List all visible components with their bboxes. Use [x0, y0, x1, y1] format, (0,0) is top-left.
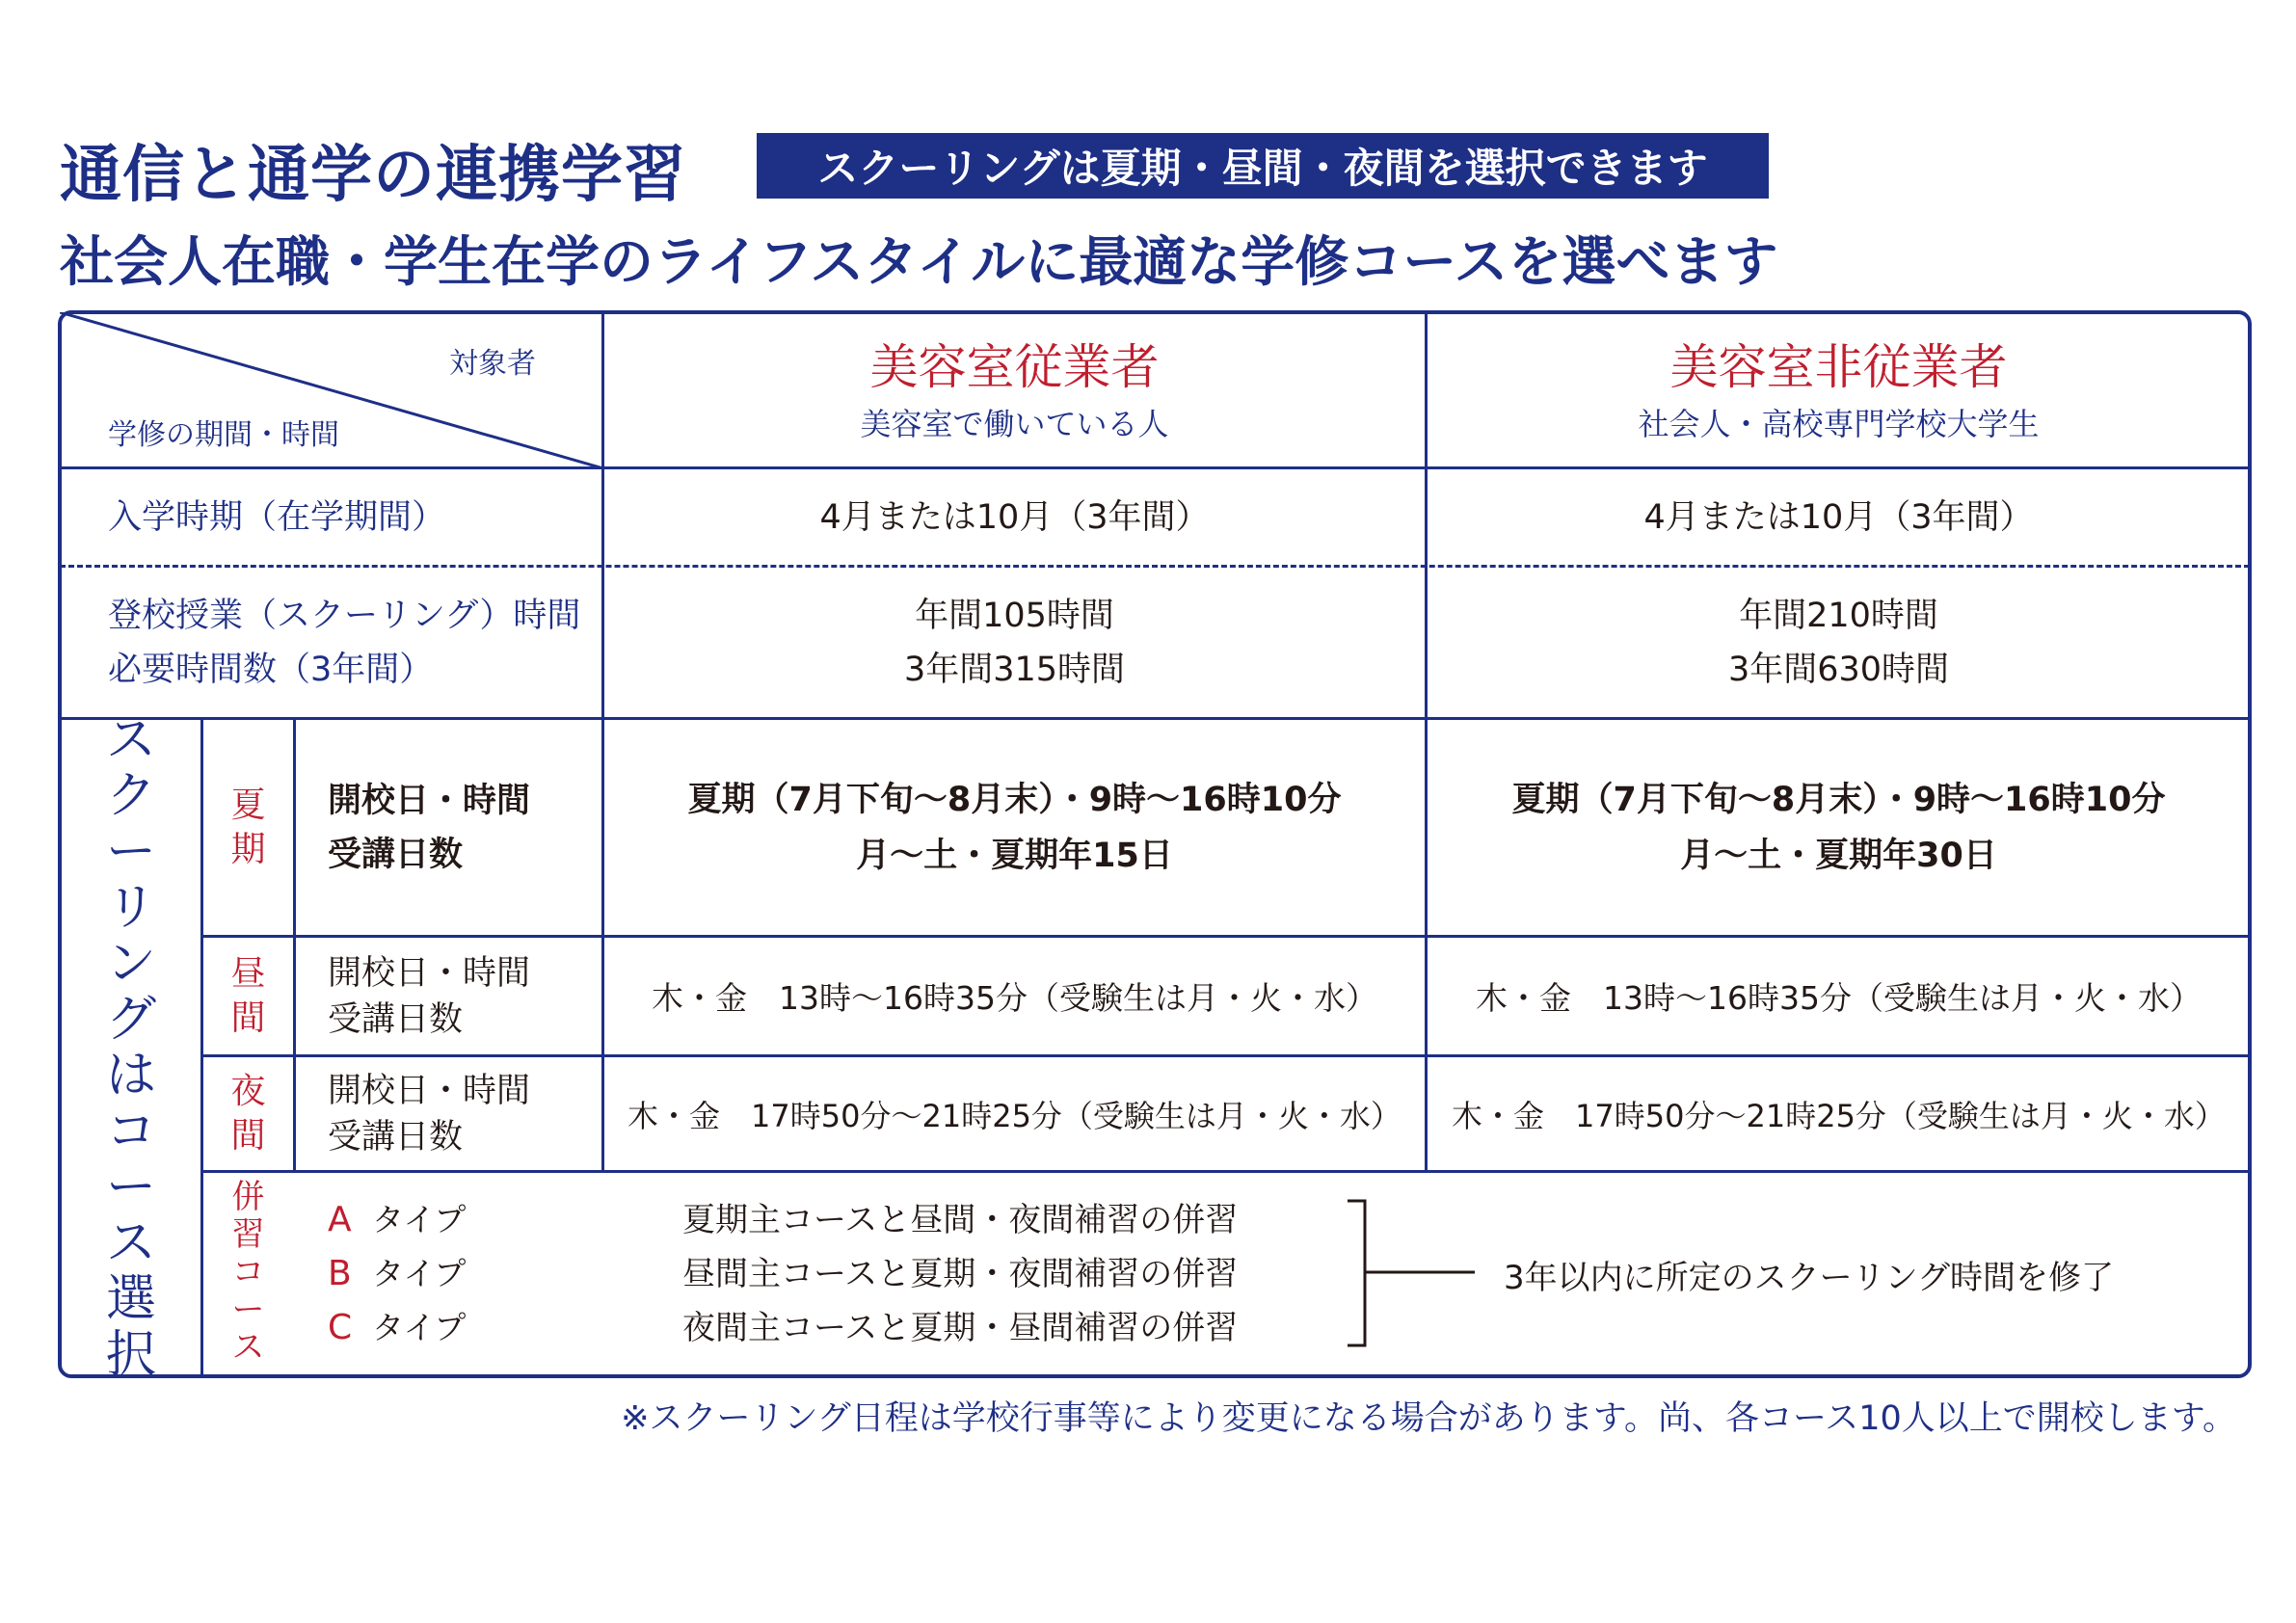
column-header-non-employee — [1428, 314, 2250, 466]
daytime-label — [203, 938, 293, 1054]
hours-label-line2: 必要時間数（3年間） — [108, 650, 434, 689]
vertical-char: は — [105, 1047, 156, 1104]
daytime-value: 木・金 13時〜16時35分（受験生は月・火・水） — [652, 979, 1377, 1017]
combined-desc: 夜間主コースと夏期・昼間補習の併習 — [682, 1309, 1239, 1347]
combined-type-c — [328, 1301, 466, 1355]
vertical-char: 択 — [105, 1326, 156, 1384]
daytime-sub-label — [328, 938, 530, 1054]
type-letter: A — [328, 1200, 352, 1239]
summer-days: 月〜土・夏期年15日 — [856, 836, 1173, 875]
corner-target-label: 対象者 — [449, 347, 536, 381]
summer-schedule: 夏期（7月下旬〜8月末）・9時〜16時10分 — [1511, 780, 2166, 819]
vertical-char: グ — [105, 991, 156, 1049]
vertical-char: ー — [105, 1158, 156, 1216]
type-label: タイプ — [372, 1201, 467, 1238]
night-value: 木・金 17時50分〜21時25分（受験生は月・火・水） — [627, 1097, 1402, 1134]
enrollment-value: 4月または10月（3年間） — [1643, 497, 2034, 537]
vertical-char: 昼 — [230, 953, 266, 994]
summer-schedule: 夏期（7月下旬〜8月末）・9時〜16時10分 — [687, 780, 1342, 819]
vertical-char: ー — [105, 823, 156, 881]
hours-label — [108, 568, 580, 717]
type-letter: C — [328, 1308, 353, 1347]
hours-value-non-employee — [1428, 568, 2250, 717]
vertical-char: 間 — [230, 998, 266, 1038]
combined-type-a — [328, 1193, 466, 1247]
vertical-char: 間 — [230, 1115, 266, 1156]
combined-summary: 3年以内に所定のスクーリング時間を修了 — [1504, 1259, 2114, 1297]
vertical-char: コ — [105, 1103, 156, 1160]
enrollment-label: 入学時期（在学期間） — [108, 497, 446, 537]
type-label: タイプ — [372, 1255, 467, 1292]
col-divider-session — [293, 719, 296, 1172]
vertical-char: 期 — [230, 829, 266, 869]
vertical-char: 選 — [105, 1270, 156, 1328]
summer-sub-label — [328, 720, 530, 935]
hours-label-line1: 登校授業（スクーリング）時間 — [108, 596, 581, 635]
combined-desc: 昼間主コースと夏期・夜間補習の併習 — [682, 1255, 1239, 1293]
vertical-char: 夜 — [230, 1071, 266, 1111]
vertical-char: 夏 — [230, 785, 266, 825]
night-label — [203, 1057, 293, 1170]
combined-label — [203, 1176, 293, 1369]
combined-type-b — [328, 1247, 466, 1301]
hours-total: 3年間630時間 — [1727, 650, 1950, 689]
column-title: 美容室非従業者 — [1669, 339, 2008, 395]
vertical-char: リ — [105, 879, 156, 937]
column-title: 美容室従業者 — [869, 339, 1160, 395]
column-subtitle: 社会人・高校専門学校大学生 — [1638, 406, 2040, 442]
combined-bracket — [1344, 1199, 1479, 1349]
enrollment-value: 4月または10月（3年間） — [819, 497, 1210, 537]
vertical-char: ス — [105, 711, 156, 769]
column-header-employee — [604, 314, 1425, 466]
column-subtitle: 美容室で働いている人 — [860, 406, 1169, 442]
hours-value-employee — [604, 568, 1425, 717]
sub-label-line1: 開校日・時間 — [328, 1071, 531, 1110]
summer-days: 月〜土・夏期年30日 — [1680, 836, 1997, 875]
summer-value-non-employee — [1428, 720, 2250, 935]
combined-type-list — [328, 1193, 466, 1355]
hours-total: 3年間315時間 — [903, 650, 1126, 689]
page-subtitle: 社会人在職・学生在学のライフスタイルに最適な学修コースを選べます — [60, 231, 1778, 294]
vertical-char: ン — [105, 935, 156, 993]
row-divider-night — [202, 1170, 2250, 1173]
vertical-char: ー — [231, 1290, 265, 1329]
night-sub-label — [328, 1057, 530, 1170]
schooling-badge: スクーリングは夏期・昼間・夜間を選択できます — [757, 133, 1769, 199]
vertical-char: ク — [105, 767, 156, 825]
schooling-vertical-label — [62, 711, 200, 1384]
type-label: タイプ — [372, 1309, 467, 1346]
vertical-char: コ — [231, 1252, 265, 1291]
sub-label-line2: 受講日数 — [328, 1117, 464, 1157]
vertical-char: 併 — [231, 1177, 265, 1216]
corner-period-label: 学修の期間・時間 — [108, 418, 339, 452]
vertical-char: ス — [231, 1327, 265, 1367]
sub-label-line2: 受講日数 — [328, 835, 464, 874]
summer-value-employee — [604, 720, 1425, 935]
summer-label — [203, 720, 293, 935]
hours-annual: 年間210時間 — [1739, 596, 1938, 635]
page-title: 通信と通学の連携学習 — [60, 140, 686, 211]
night-value: 木・金 17時50分〜21時25分（受験生は月・火・水） — [1452, 1097, 2226, 1134]
hours-annual: 年間105時間 — [915, 596, 1114, 635]
daytime-value: 木・金 13時〜16時35分（受験生は月・火・水） — [1476, 979, 2202, 1017]
vertical-char: 習 — [231, 1214, 265, 1254]
sub-label-line1: 開校日・時間 — [328, 953, 531, 993]
footnote: ※スクーリング日程は学校行事等により変更になる場合があります。尚、各コース10人以上で開校します。 — [621, 1399, 2236, 1438]
combined-desc: 夏期主コースと昼間・夜間補習の併習 — [682, 1201, 1239, 1239]
combined-desc-list — [682, 1193, 1238, 1355]
vertical-char: ス — [105, 1214, 156, 1272]
type-letter: B — [328, 1254, 352, 1293]
sub-label-line2: 受講日数 — [328, 999, 464, 1039]
sub-label-line1: 開校日・時間 — [328, 781, 531, 820]
